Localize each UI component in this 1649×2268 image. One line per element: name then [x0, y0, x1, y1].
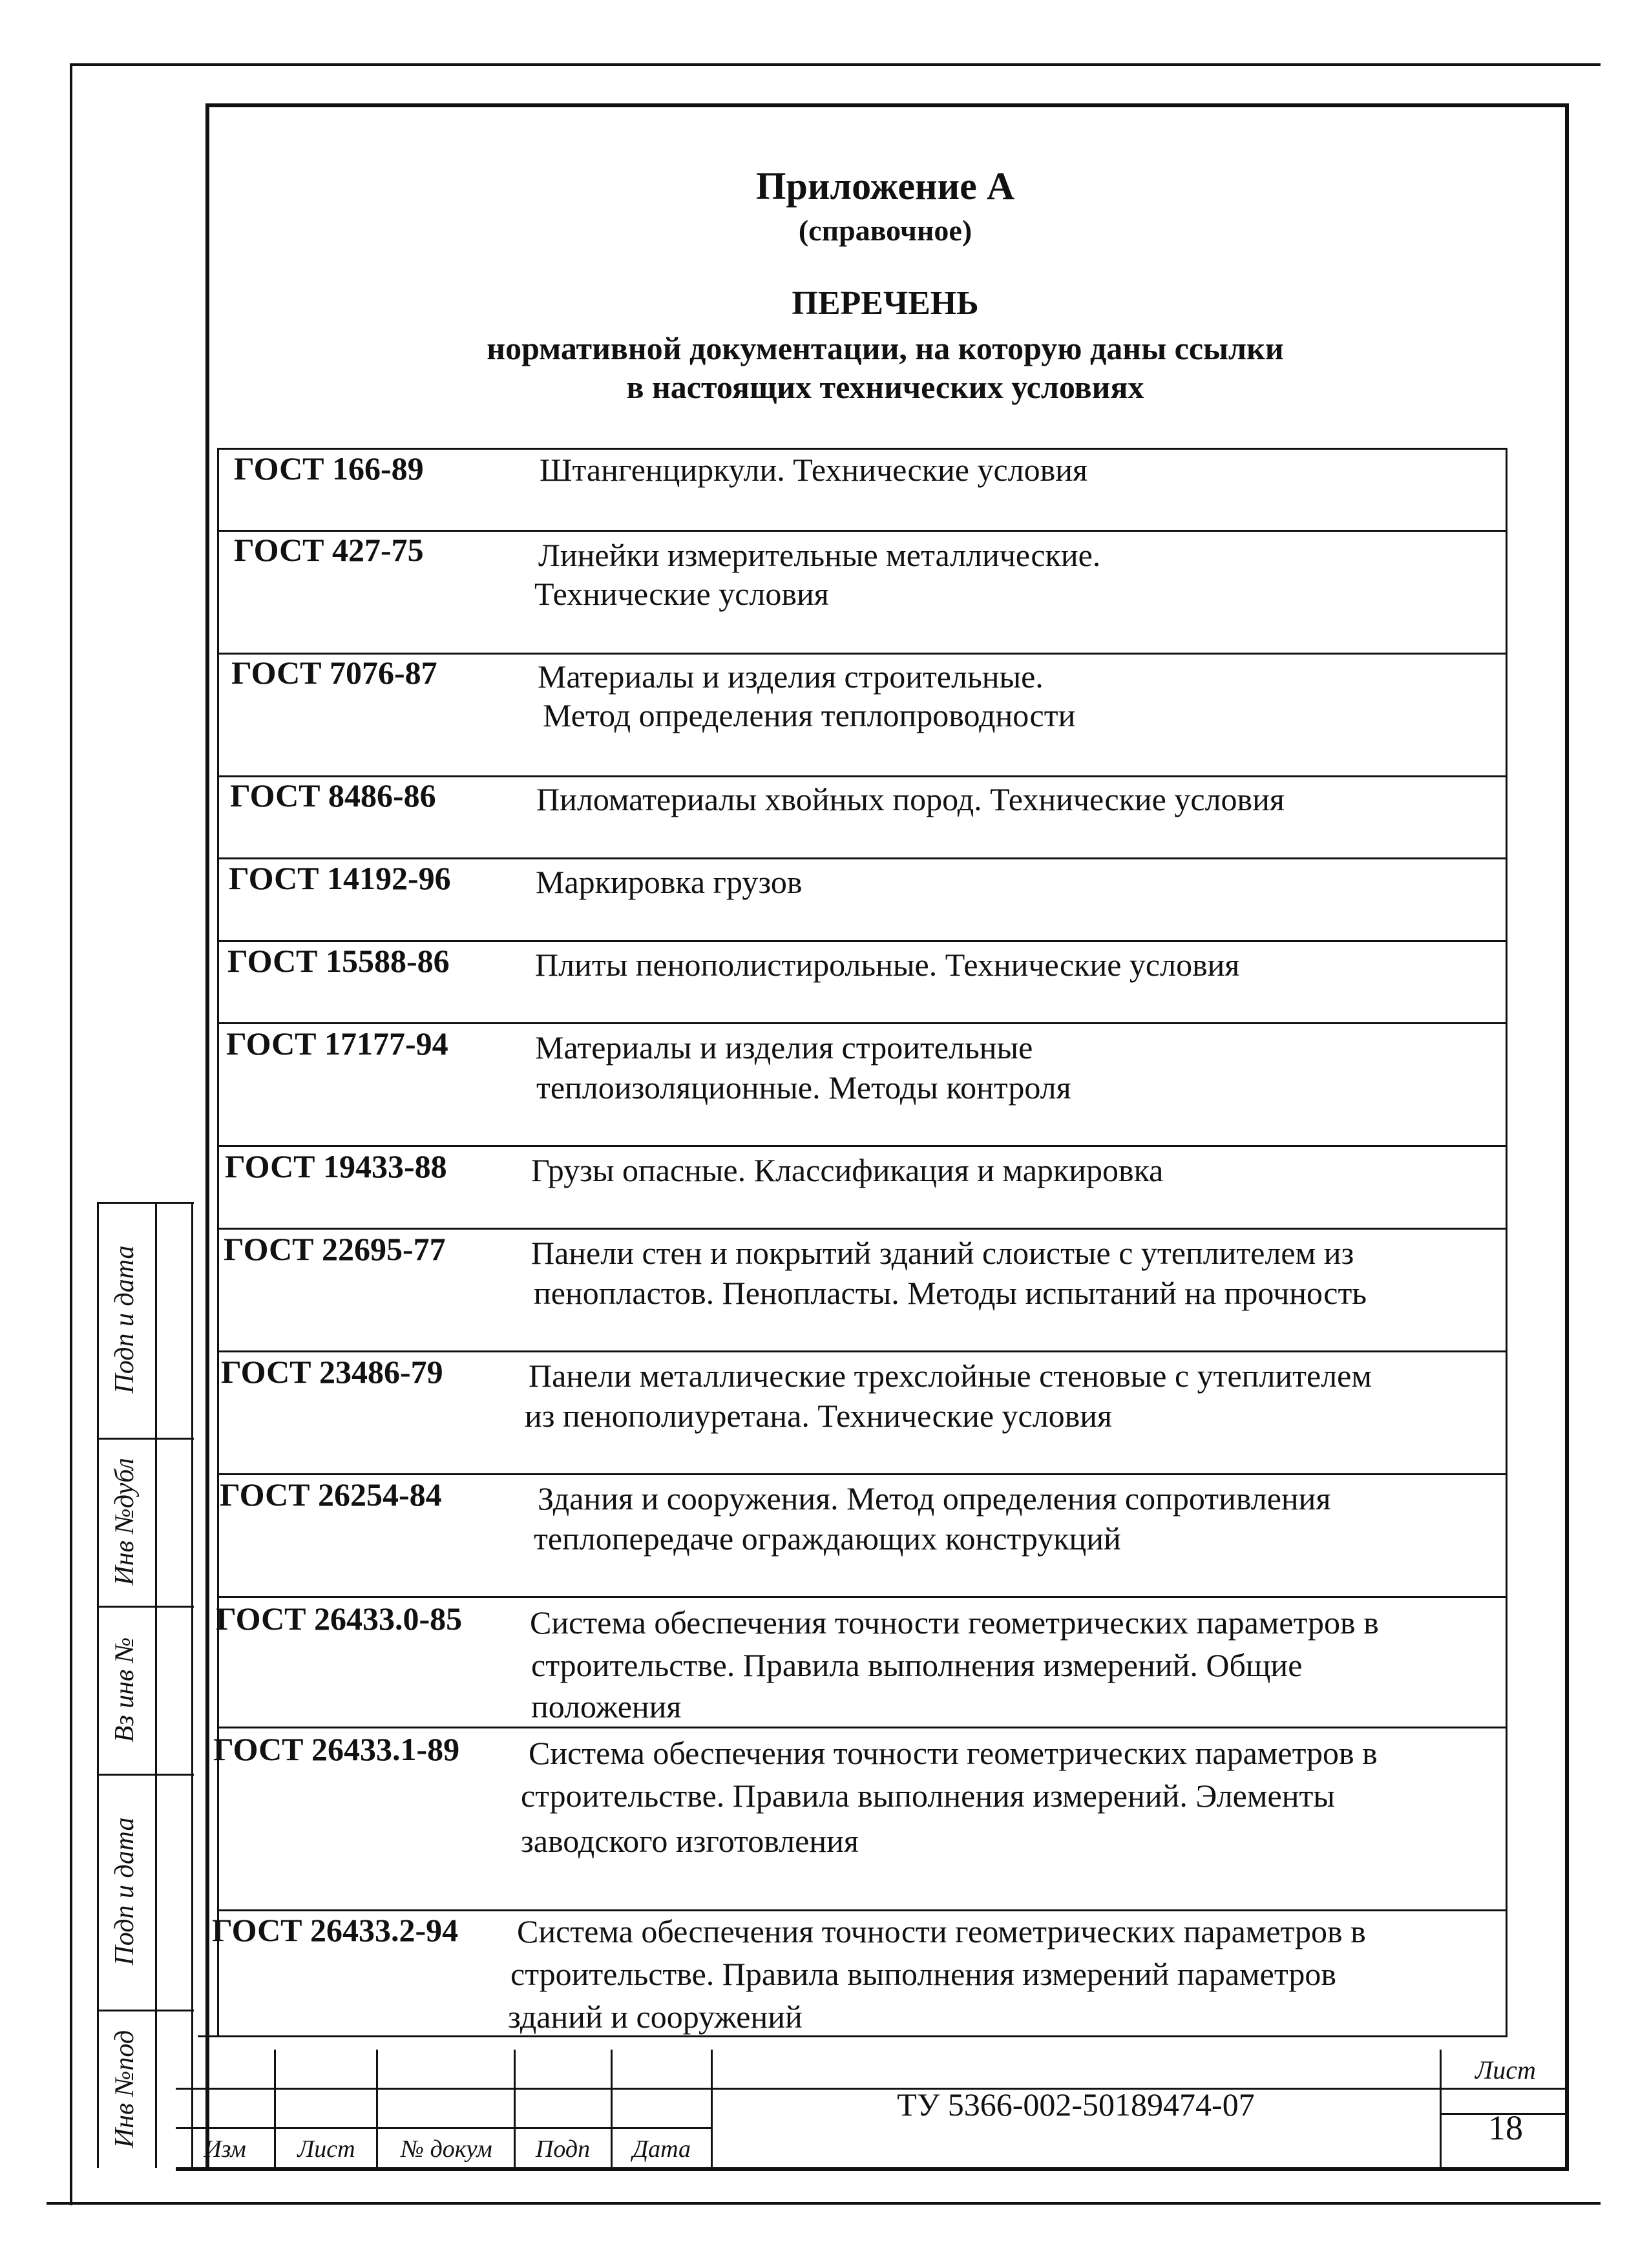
- standard-code: ГОСТ 26254-84: [220, 1476, 442, 1513]
- standard-desc-line: строительстве. Правила выполнения измерений параметров: [510, 1956, 1336, 1992]
- sheet-number: 18: [1488, 2108, 1523, 2147]
- sheet-label: Лист: [1475, 2055, 1536, 2084]
- standard-desc-line: Штангенциркули. Технические условия: [540, 452, 1087, 488]
- title-block-row-line: [176, 2127, 712, 2129]
- standard-code: ГОСТ 15588-86: [227, 943, 450, 979]
- standard-code: ГОСТ 26433.1-89: [213, 1731, 460, 1767]
- standard-desc-line: строительстве. Правила выполнения измерений. Элементы: [521, 1778, 1335, 1814]
- standard-code: ГОСТ 26433.2-94: [212, 1912, 459, 1948]
- title-block-col-line: [611, 2050, 613, 2169]
- document-code: ТУ 5366-002-50189474-07: [897, 2086, 1255, 2123]
- standard-desc-line: положения: [531, 1688, 682, 1725]
- standard-desc-line: Метод определения теплопроводности: [543, 697, 1076, 733]
- standard-desc-line: зданий и сооружений: [508, 1999, 803, 2035]
- standard-desc-line: теплопередаче ограждающих конструкций: [534, 1520, 1121, 1557]
- standard-desc-line: Маркировка грузов: [536, 864, 803, 900]
- standard-code: ГОСТ 23486-79: [221, 1354, 443, 1390]
- side-label-inv-original: Инв №под: [110, 2030, 140, 2148]
- list-subtitle-1: нормативной документации, на которую даны ссылки: [487, 330, 1284, 366]
- standard-desc-line: Материалы и изделия строительные.: [538, 658, 1044, 695]
- standard-code: ГОСТ 166-89: [234, 450, 424, 487]
- title-block-col-line: [274, 2050, 276, 2169]
- standard-desc-line: Грузы опасные. Классификация и маркировка: [531, 1152, 1164, 1188]
- side-label-sign-date: Подп и дата: [110, 1245, 140, 1394]
- side-label-inv-replace: Вз инв №: [110, 1637, 140, 1743]
- standard-code: ГОСТ 427-75: [234, 532, 424, 568]
- standard-desc-line: пенопластов. Пенопласты. Методы испытаний на прочность: [534, 1275, 1367, 1311]
- standard-desc-line: Линейки измерительные металлические.: [538, 537, 1101, 573]
- page-subtitle: (справочное): [798, 214, 972, 247]
- side-label-sign-date-2: Подп и дата: [110, 1817, 140, 1966]
- standard-code: ГОСТ 14192-96: [229, 860, 451, 896]
- standard-code: ГОСТ 22695-77: [224, 1231, 446, 1267]
- column-label-change: Изм: [204, 2136, 246, 2163]
- standard-desc-line: Пиломатериалы хвойных пород. Технические условия: [536, 781, 1285, 817]
- list-title: ПЕРЕЧЕНЬ: [792, 285, 979, 322]
- column-label-sheet: Лист: [297, 2136, 355, 2163]
- standard-desc-line: Система обеспечения точности геометрических параметров в: [517, 1913, 1366, 1949]
- standard-desc-line: Технические условия: [534, 576, 829, 612]
- standard-desc-line: Панели металлические трехслойные стеновые с утеплителем: [529, 1358, 1372, 1394]
- standard-code: ГОСТ 8486-86: [230, 777, 436, 814]
- column-label-signature: Подп: [535, 2136, 591, 2163]
- standard-desc-line: теплоизоляционные. Методы контроля: [536, 1069, 1071, 1106]
- title-block-col-line: [376, 2050, 378, 2169]
- standard-code: ГОСТ 19433-88: [225, 1148, 447, 1184]
- standard-desc-line: Материалы и изделия строительные: [535, 1029, 1033, 1066]
- standard-desc-line: Система обеспечения точности геометрических параметров в: [529, 1735, 1378, 1771]
- standard-desc-line: Система обеспечения точности геометрических параметров в: [530, 1604, 1379, 1641]
- column-label-doc-number: № докум: [401, 2136, 492, 2163]
- standard-code: ГОСТ 26433.0-85: [216, 1601, 463, 1637]
- standard-desc-line: Плиты пенополистирольные. Технические условия: [535, 947, 1240, 983]
- standard-desc-line: Здания и сооружения. Метод определения сопротивления: [538, 1480, 1331, 1517]
- standard-desc-line: из пенополиуретана. Технические условия: [525, 1398, 1113, 1434]
- standard-desc-line: Панели стен и покрытий зданий слоистые с утеплителем из: [531, 1235, 1354, 1271]
- standard-desc-line: строительстве. Правила выполнения измерений. Общие: [531, 1647, 1303, 1683]
- side-label-inv-dup: Инв №дубл: [110, 1458, 140, 1586]
- standard-code: ГОСТ 7076-87: [231, 655, 437, 691]
- standard-code: ГОСТ 17177-94: [226, 1025, 448, 1062]
- page-title: Приложение А: [755, 165, 1015, 207]
- column-label-date: Дата: [632, 2136, 691, 2163]
- standard-desc-line: заводского изготовления: [521, 1823, 859, 1859]
- list-subtitle-2: в настоящих технических условиях: [626, 369, 1144, 405]
